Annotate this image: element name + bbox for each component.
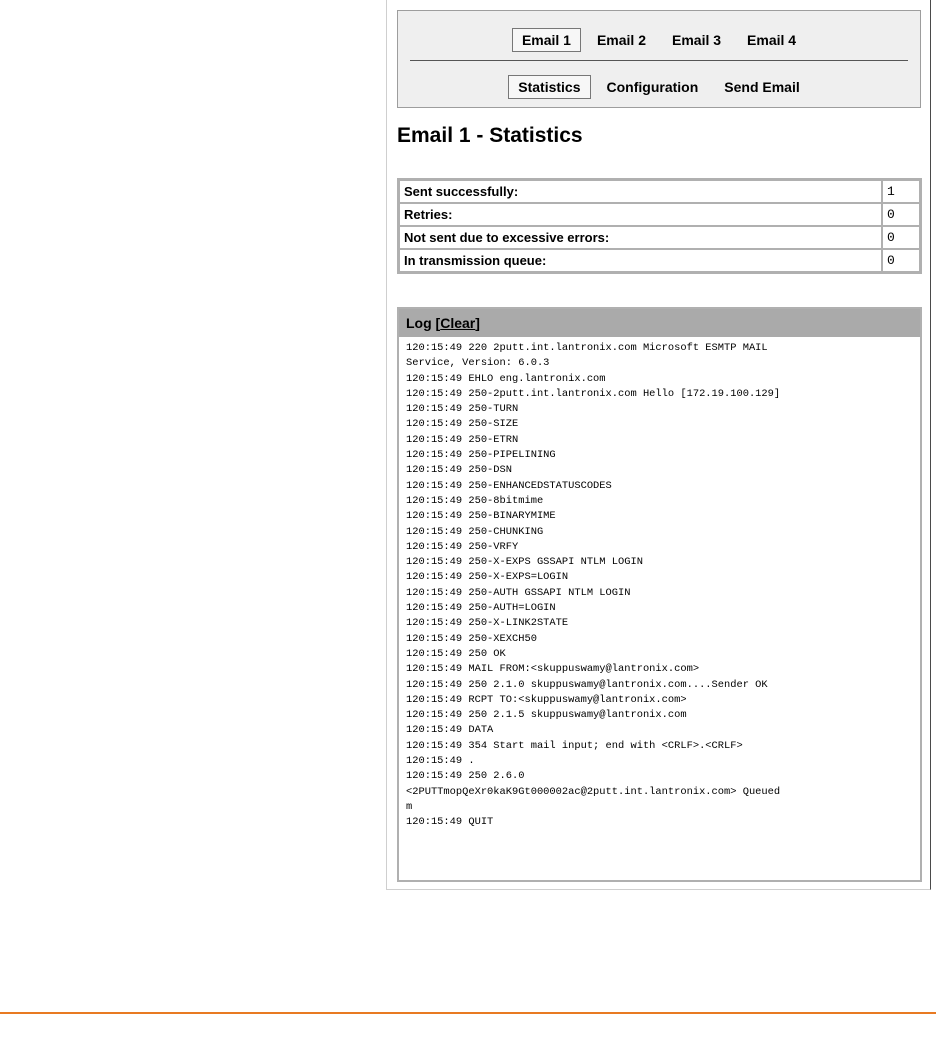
log-line: 120:15:49 DATA [406,724,494,737]
log-line: 120:15:49 250-VRFY [406,540,519,553]
log-line: 120:15:49 RCPT TO:<skuppuswamy@lantronix.com> [406,693,687,706]
tab-email-1[interactable]: Email 1 [512,28,581,52]
log-line: 120:15:49 MAIL FROM:<skuppuswamy@lantronix.com> [406,663,700,676]
log-line: 120:15:49 250-PIPELINING [406,449,556,462]
email-tabs [398,28,920,52]
log-line: 120:15:49 250 2.1.5 skuppuswamy@lantronix.com [406,709,687,722]
table-row [399,180,920,203]
tab-email-2[interactable]: Email 2 [596,32,646,48]
email-panel [386,0,931,890]
log-line: 120:15:49 250-X-EXPS=LOGIN [406,571,569,584]
log-line: 120:15:49 250-SIZE [406,418,519,431]
stat-label: Retries: [399,203,882,226]
statistics-table [397,178,922,274]
log-line: 120:15:49 250-ETRN [406,433,519,446]
log-line: 120:15:49 354 Start mail input; end with <CRLF>.<CRLF> [406,739,743,752]
log-line: 120:15:49 QUIT [406,816,494,829]
tab-email-3[interactable]: Email 3 [672,32,722,48]
log-line: 120:15:49 250 2.6.0 [406,770,525,783]
log-output [399,337,920,835]
log-line: m [406,800,413,813]
log-line: 120:15:49 250-DSN [406,464,513,477]
log-line: 120:15:49 250-XEXCH50 [406,632,537,645]
log-line: 120:15:49 250-X-LINK2STATE [406,617,569,630]
log-line: <2PUTTmopQeXr0kaK9Gt000002ac@2putt.int.lantronix.com> Queued [406,785,781,798]
nav-divider [410,60,908,61]
page-title: Email 1 - Statistics [397,124,583,147]
log-line: 120:15:49 EHLO eng.lantronix.com [406,372,606,385]
section-tabs [398,75,920,99]
log-header [399,309,920,337]
table-row [399,226,920,249]
log-line: 120:15:49 250 2.1.0 skuppuswamy@lantronix.com....Sender OK [406,678,768,691]
log-line: 120:15:49 250-8bitmime [406,494,544,507]
log-line: 120:15:49 220 2putt.int.lantronix.com Microsoft ESMTP MAIL [406,342,768,354]
log-line: 120:15:49 250-AUTH=LOGIN [406,602,556,615]
email-nav [397,10,921,108]
tab-statistics[interactable]: Statistics [508,75,590,99]
clear-bracket-close: ] [475,315,480,331]
tab-email-4[interactable]: Email 4 [747,32,797,48]
stat-value: 0 [882,203,920,226]
clear-bracket-open: [ [435,315,441,331]
log-line: 120:15:49 . [406,755,475,768]
stat-value: 1 [882,180,920,203]
stat-label: In transmission queue: [399,249,882,272]
stat-label: Sent successfully: [399,180,882,203]
stat-value: 0 [882,249,920,272]
log-line: 120:15:49 250-ENHANCEDSTATUSCODES [406,479,612,492]
table-row [399,249,920,272]
log-line: 120:15:49 250-X-EXPS GSSAPI NTLM LOGIN [406,556,643,569]
table-row [399,203,920,226]
log-line: 120:15:49 250-BINARYMIME [406,510,556,523]
tab-configuration[interactable]: Configuration [606,79,699,95]
log-line: 120:15:49 250-AUTH GSSAPI NTLM LOGIN [406,586,631,599]
log-line: Service, Version: 6.0.3 [406,357,550,370]
log-line: 120:15:49 250-2putt.int.lantronix.com Hello [172.19.100.129] [406,387,781,400]
log-line: 120:15:49 250 OK [406,647,506,660]
log-panel [397,307,922,882]
stat-label: Not sent due to excessive errors: [399,226,882,249]
footer-rule [0,1012,936,1014]
log-line: 120:15:49 250-TURN [406,403,519,416]
clear-log-link[interactable]: Clear [440,315,476,331]
log-title: Log [406,315,432,331]
tab-send-email[interactable]: Send Email [724,79,800,95]
stat-value: 0 [882,226,920,249]
log-line: 120:15:49 250-CHUNKING [406,525,544,538]
